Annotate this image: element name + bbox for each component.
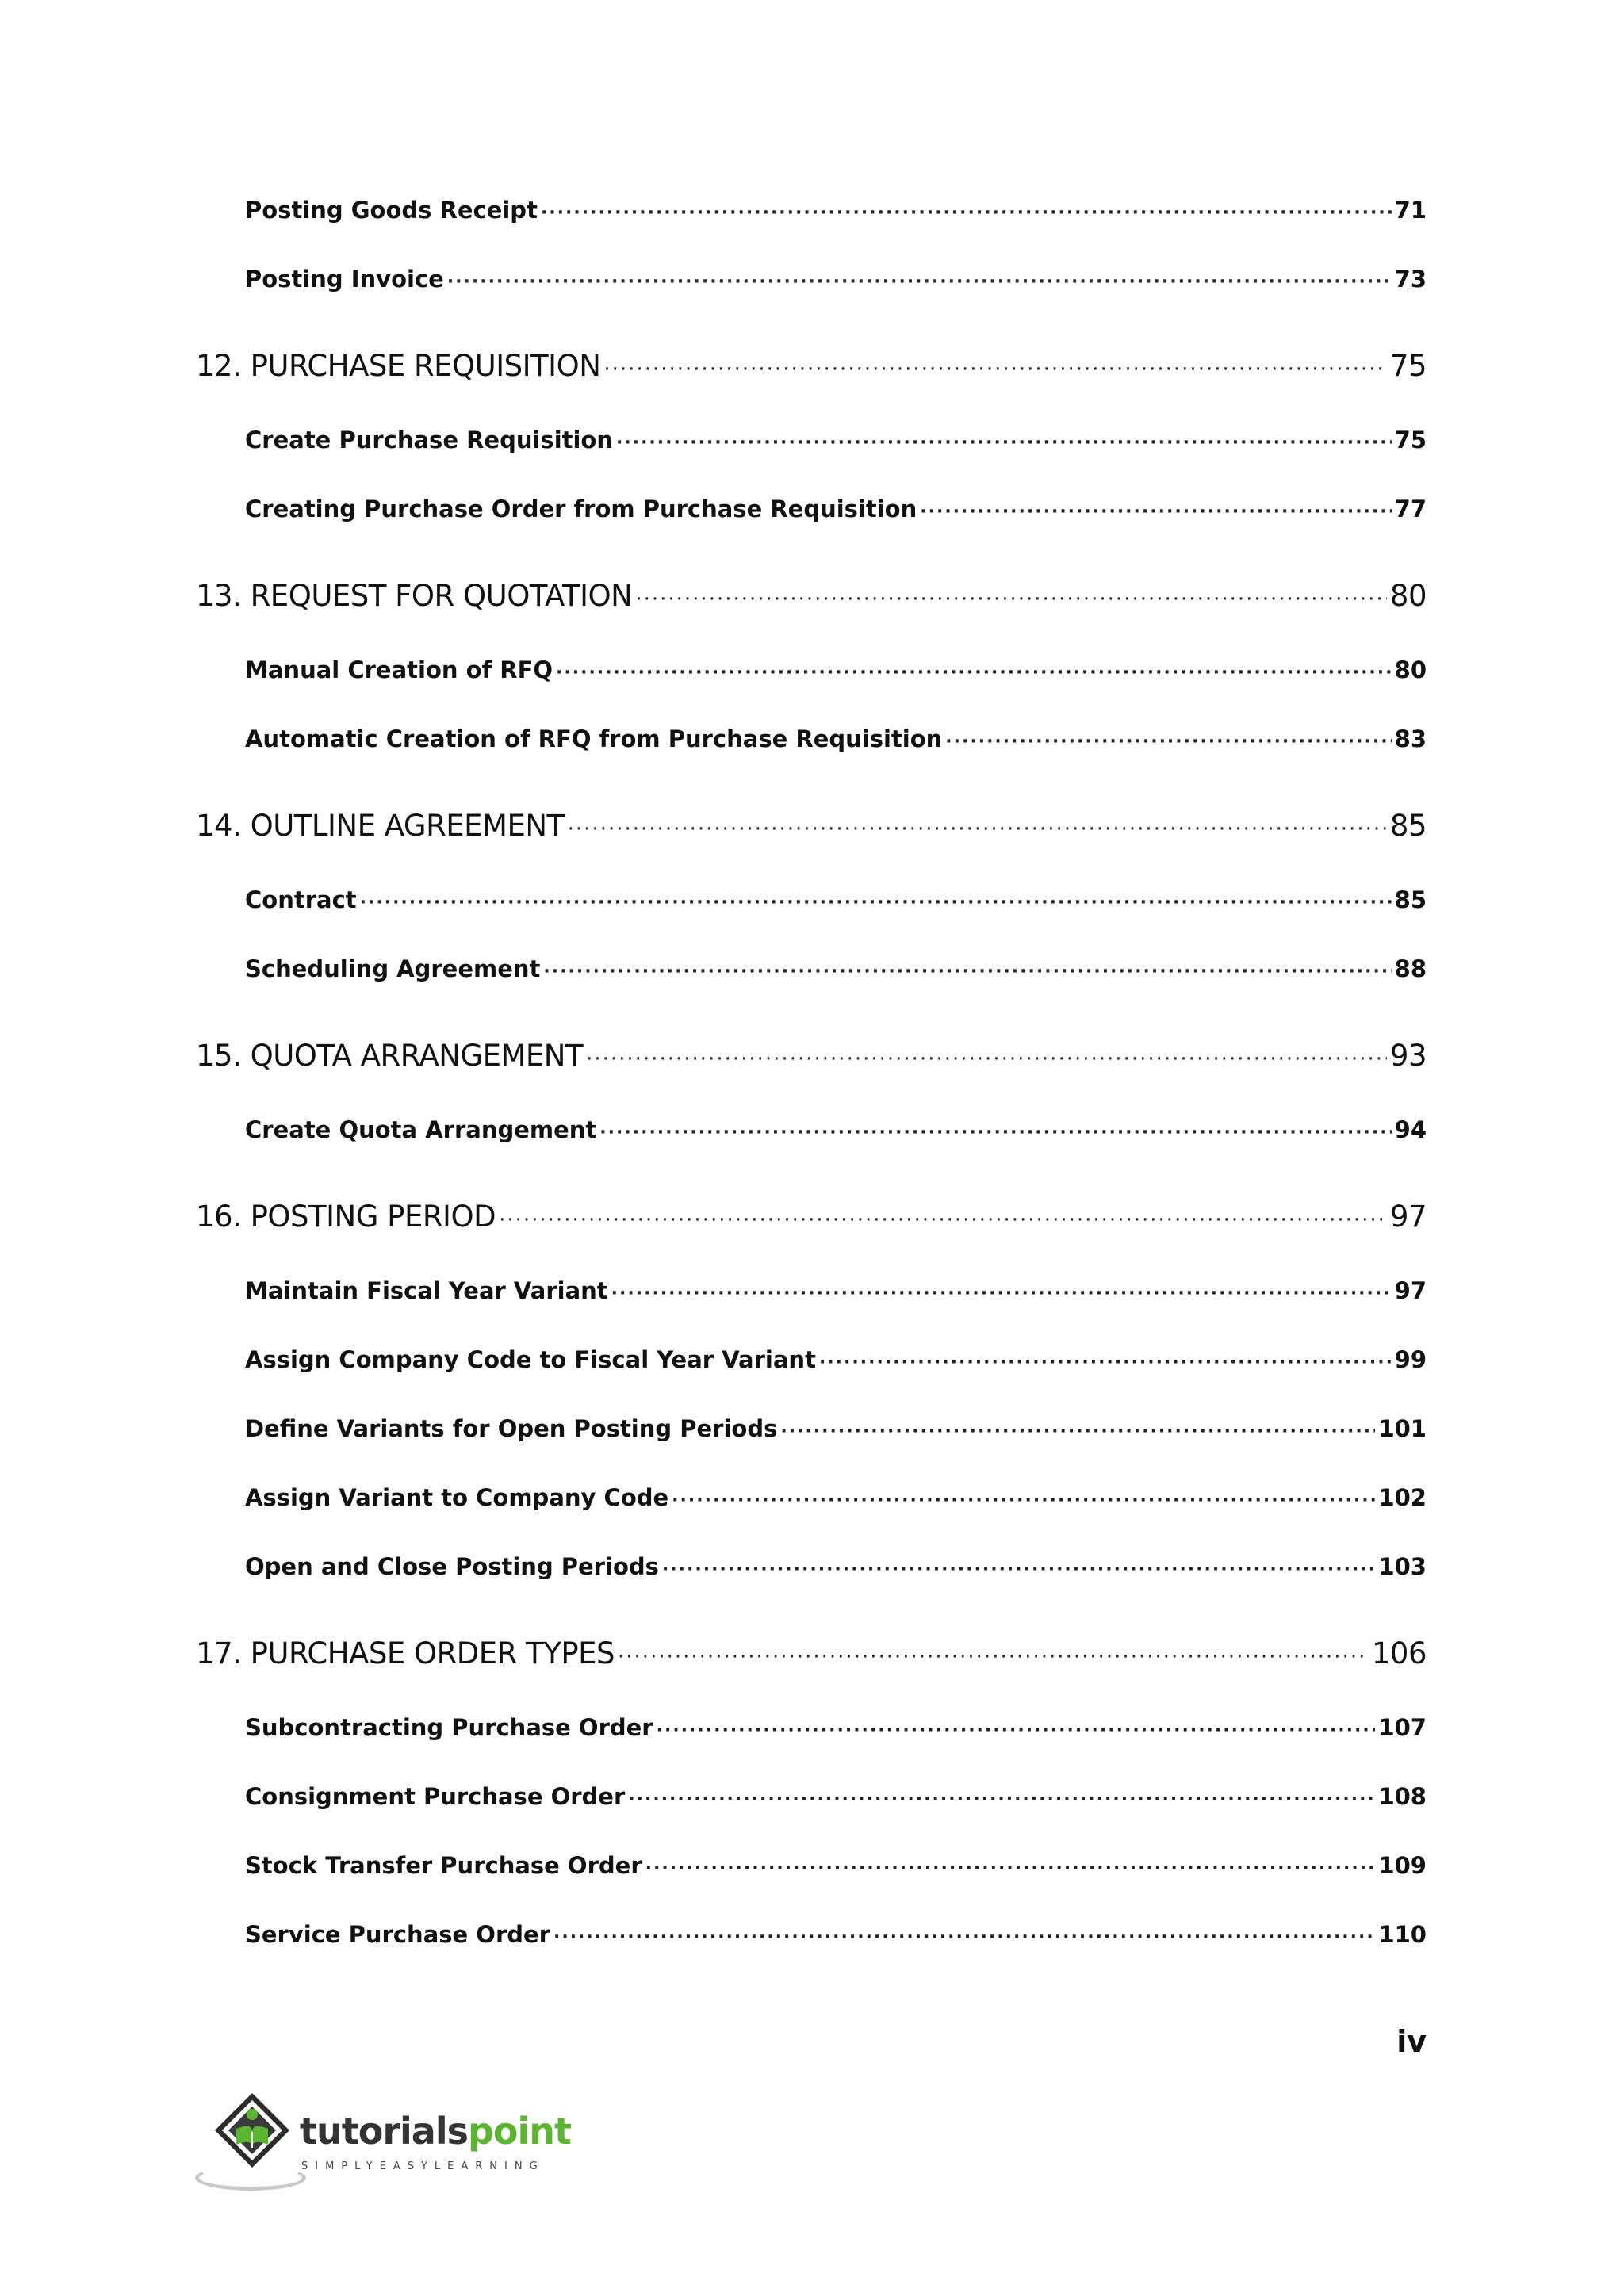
toc-entry-page: 97 <box>1394 1277 1427 1304</box>
toc-entry-page: 73 <box>1394 266 1427 293</box>
toc-entry-title: Maintain Fiscal Year Variant <box>245 1277 608 1304</box>
toc-dot-leader <box>645 1858 1376 1878</box>
toc-entry-title: Service Purchase Order <box>245 1921 550 1948</box>
toc-dot-leader <box>568 817 1387 841</box>
toc-section-entry[interactable] <box>245 1852 1427 1879</box>
toc-section-entry[interactable] <box>245 886 1427 913</box>
toc-entry-page: 80 <box>1394 656 1427 683</box>
toc-entry-title: 16. POSTING PERIOD <box>196 1200 496 1234</box>
page-number: iv <box>1396 2024 1427 2059</box>
toc-dot-leader <box>945 732 1391 752</box>
toc-entry-title: 13. REQUEST FOR QUOTATION <box>196 579 633 613</box>
logo-wordmark-part1: tutorials <box>300 2110 468 2152</box>
toc-entry-title: Consignment Purchase Order <box>245 1783 626 1810</box>
toc-dot-leader <box>616 433 1392 453</box>
toc-dot-leader <box>599 1123 1391 1142</box>
toc-entry-page: 80 <box>1389 579 1427 613</box>
toc-entry-page: 110 <box>1378 1921 1427 1948</box>
toc-entry-page: 108 <box>1378 1783 1427 1810</box>
toc-section-entry[interactable] <box>245 1714 1427 1741</box>
toc-entry-page: 103 <box>1378 1553 1427 1580</box>
toc-section-entry[interactable] <box>245 496 1427 522</box>
toc-section-entry[interactable] <box>245 1783 1427 1810</box>
logo-wordmark <box>300 2110 571 2152</box>
toc-section-entry[interactable] <box>245 725 1427 752</box>
toc-dot-leader <box>628 1789 1375 1809</box>
toc-dot-leader <box>586 1047 1387 1071</box>
toc-entry-title: 12. PURCHASE REQUISITION <box>196 349 601 383</box>
toc-entry-title: Create Quota Arrangement <box>245 1116 597 1143</box>
toc-dot-leader <box>499 1208 1387 1232</box>
toc-entry-page: 106 <box>1371 1636 1427 1670</box>
toc-section-entry[interactable] <box>245 1415 1427 1442</box>
toc-section-entry[interactable] <box>245 266 1427 293</box>
toc-dot-leader <box>780 1422 1375 1441</box>
toc-dot-leader <box>635 587 1387 611</box>
toc-dot-leader <box>603 358 1387 381</box>
toc-section-entry[interactable] <box>245 656 1427 683</box>
toc-dot-leader <box>543 962 1391 982</box>
toc-entry-title: Manual Creation of RFQ <box>245 656 553 683</box>
toc-dot-leader <box>447 272 1392 292</box>
toc-dot-leader <box>819 1353 1392 1372</box>
toc-section-entry[interactable] <box>245 1116 1427 1143</box>
toc-entry-page: 94 <box>1394 1116 1427 1143</box>
toc-entry-title: Define Variants for Open Posting Periods <box>245 1415 778 1442</box>
toc-entry-page: 88 <box>1394 955 1427 982</box>
toc-section-entry[interactable] <box>245 197 1427 224</box>
toc-entry-title: Contract <box>245 886 357 913</box>
toc-section-entry[interactable] <box>245 1277 1427 1304</box>
toc-section-entry[interactable] <box>245 1553 1427 1580</box>
toc-section-entry[interactable] <box>245 1484 1427 1511</box>
toc-chapter-entry[interactable] <box>196 1039 1427 1073</box>
toc-entry-title: Create Purchase Requisition <box>245 427 613 453</box>
toc-dot-leader <box>556 663 1392 683</box>
toc-chapter-entry[interactable] <box>196 1200 1427 1234</box>
toc-entry-page: 77 <box>1394 496 1427 522</box>
toc-entry-page: 83 <box>1394 725 1427 752</box>
toc-dot-leader <box>657 1720 1376 1740</box>
toc-entry-title: 15. QUOTA ARRANGEMENT <box>196 1039 584 1073</box>
toc-entry-page: 97 <box>1389 1200 1427 1234</box>
toc-dot-leader <box>672 1490 1375 1510</box>
toc-entry-title: 14. OUTLINE AGREEMENT <box>196 809 565 843</box>
toc-dot-leader <box>611 1284 1392 1303</box>
toc-entry-title: Automatic Creation of RFQ from Purchase Requisition <box>245 725 943 752</box>
toc-entry-page: 101 <box>1378 1415 1427 1442</box>
toc-section-entry[interactable] <box>245 1346 1427 1373</box>
toc-entry-title: Assign Variant to Company Code <box>245 1484 669 1511</box>
toc-entry-title: Open and Close Posting Periods <box>245 1553 659 1580</box>
toc-section-entry[interactable] <box>245 955 1427 982</box>
tutorialspoint-logo <box>195 2081 576 2200</box>
toc-entry-page: 102 <box>1378 1484 1427 1511</box>
toc-section-entry[interactable] <box>245 1921 1427 1948</box>
toc-chapter-entry[interactable] <box>196 809 1427 843</box>
toc-chapter-entry[interactable] <box>196 579 1427 613</box>
toc-entry-page: 109 <box>1378 1852 1427 1879</box>
logo-wordmark-part2: point <box>467 2110 572 2152</box>
toc-chapter-entry[interactable] <box>196 349 1427 383</box>
toc-dot-leader <box>618 1645 1369 1669</box>
toc-dot-leader <box>553 1927 1375 1947</box>
toc-dot-leader <box>920 502 1391 522</box>
toc-entry-page: 75 <box>1394 427 1427 453</box>
toc-entry-title: Subcontracting Purchase Order <box>245 1714 653 1741</box>
logo-diamond-icon <box>213 2091 292 2170</box>
toc-entry-page: 71 <box>1394 197 1427 224</box>
toc-entry-title: Assign Company Code to Fiscal Year Variant <box>245 1346 816 1373</box>
toc-dot-leader <box>360 893 1392 913</box>
toc-entry-page: 93 <box>1389 1039 1427 1073</box>
toc-entry-title: Posting Goods Receipt <box>245 197 538 224</box>
toc-dot-leader <box>541 203 1392 223</box>
toc-entry-page: 107 <box>1378 1714 1427 1741</box>
logo-tagline: SIMPLYEASYLEARNING <box>301 2160 545 2172</box>
toc-entry-title: Stock Transfer Purchase Order <box>245 1852 642 1879</box>
toc-dot-leader <box>662 1559 1376 1579</box>
toc-entry-page: 99 <box>1394 1346 1427 1373</box>
toc-entry-page: 85 <box>1389 809 1427 843</box>
toc-section-entry[interactable] <box>245 427 1427 453</box>
toc-entry-title: Posting Invoice <box>245 266 444 293</box>
toc-entry-page: 85 <box>1394 886 1427 913</box>
toc-entry-title: Scheduling Agreement <box>245 955 541 982</box>
toc-entry-title: Creating Purchase Order from Purchase Requisition <box>245 496 917 522</box>
toc-entry-page: 75 <box>1389 349 1427 383</box>
toc-chapter-entry[interactable] <box>196 1636 1427 1670</box>
toc-entry-title: 17. PURCHASE ORDER TYPES <box>196 1636 615 1670</box>
